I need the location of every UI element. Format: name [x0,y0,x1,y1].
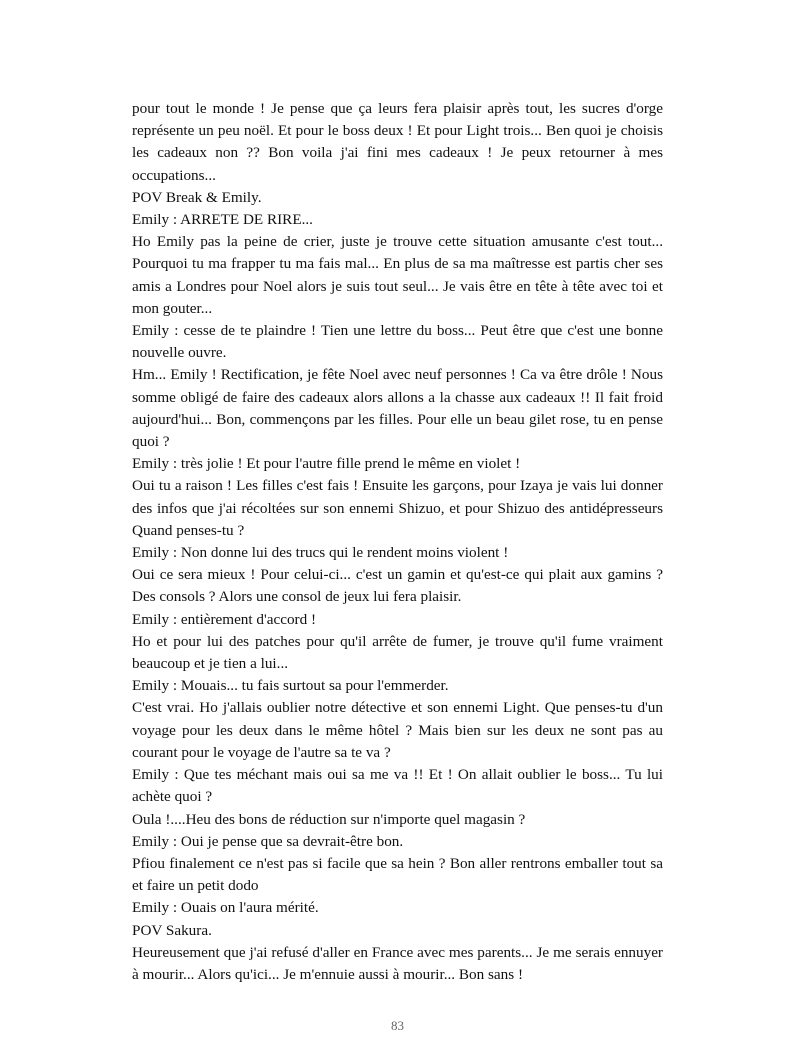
paragraph: Emily : ARRETE DE RIRE... [132,211,313,229]
paragraph: Emily : Non donne lui des trucs qui le rendent moins violent ! [132,544,509,562]
paragraph: POV Break & Emily. [132,188,262,206]
paragraph: C'est vrai. Ho j'allais oublier notre détective et son ennemi Light. Que penses-tu d'un voyage pour les deux dans le même hôtel ? Mais bien sur les deux ne sont pas au courant pour le voyage de l'autre sa te va ? [132,699,663,761]
body-text [132,98,663,986]
paragraph: Emily : Que tes méchant mais oui sa me va !! Et ! On allait oublier le boss... Tu lui achète quoi ? [132,766,663,806]
paragraph: Ho Emily pas la peine de crier, juste je trouve cette situation amusante c'est tout... Pourquoi tu ma frapper tu ma fais mal... En plus de sa ma maîtresse est partis cher ses amis a Londres pour Noel alors je suis tout seul... Je vais être en tête à tête avec toi et mon gouter... [132,233,663,317]
paragraph: Heureusement que j'ai refusé d'aller en France avec mes parents... Je me serais ennuyer à mourir... Alors qu'ici... Je m'ennuie aussi à mourir... Bon sans ! [132,943,663,983]
paragraph: Hm... Emily ! Rectification, je fête Noel avec neuf personnes ! Ca va être drôle ! Nous somme obligé de faire des cadeaux alors allons a la chasse aux cadeaux !! Il fait froid aujourd'hui... Bon, commençons par les filles. Pour elle un beau gilet rose, tu en pense quoi ? [132,366,663,451]
page-number: 83 [391,1018,404,1033]
paragraph: Oui ce sera mieux ! Pour celui-ci... c'est un gamin et qu'est-ce qui plait aux gamins ? Des consols ? Alors une consol de jeux lui fera plaisir. [132,566,663,606]
paragraph: Emily : très jolie ! Et pour l'autre fille prend le même en violet ! [132,455,521,473]
paragraph: pour tout le monde ! Je pense que ça leurs fera plaisir après tout, les sucres d'orge représente un peu noël. Et pour le boss deux ! Et pour Light trois... Ben quoi je choisis les cadeaux non ?? Bon voila j'ai fini mes cadeaux ! Je peux retourner à mes occupations... [132,100,663,184]
paragraph: Emily : entièrement d'accord ! [132,610,317,628]
paragraph: Emily : cesse de te plaindre ! Tien une lettre du boss... Peut être que c'est une bonne nouvelle ouvre. [132,322,663,362]
paragraph: Oui tu a raison ! Les filles c'est fais ! Ensuite les garçons, pour Izaya je vais lui donner des infos que j'ai récoltées sur son ennemi Shizuo, et pour Shizuo des antidépresseurs Quand penses-tu ? [132,477,663,539]
paragraph: Ho et pour lui des patches pour qu'il arrête de fumer, je trouve qu'il fume vraiment beaucoup et je tien a lui... [132,632,663,673]
paragraph: POV Sakura. [132,921,212,939]
paragraph: Pfiou finalement ce n'est pas si facile que sa hein ? Bon aller rentrons emballer tout sa et faire un petit dodo [132,854,663,895]
paragraph: Oula !....Heu des bons de réduction sur n'importe quel magasin ? [132,810,526,828]
paragraph: Emily : Mouais... tu fais surtout sa pour l'emmerder. [132,677,449,695]
paragraph: Emily : Oui je pense que sa devrait-être bon. [132,832,404,850]
paragraph: Emily : Ouais on l'aura mérité. [132,899,319,917]
